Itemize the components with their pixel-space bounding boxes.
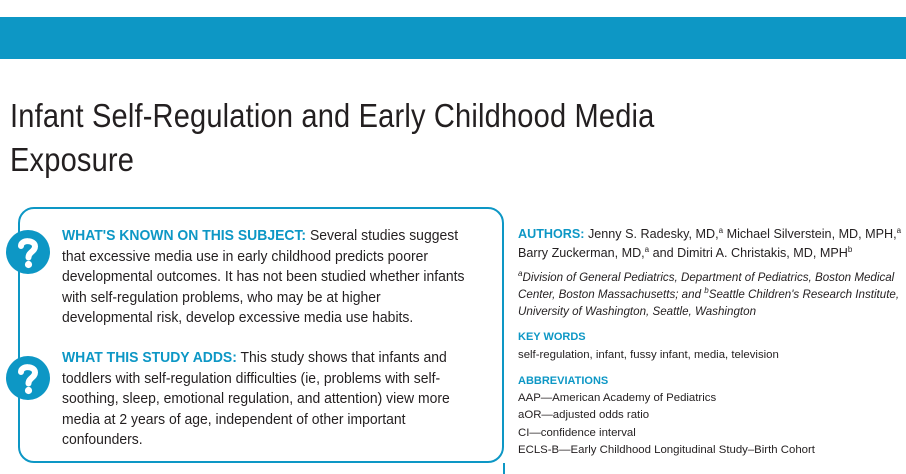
- keywords-text: self-regulation, infant, fussy infant, media, television: [518, 349, 779, 361]
- article-sidebar: [518, 225, 906, 460]
- abbreviations-heading: ABBREVIATIONS: [518, 375, 609, 387]
- affiliation-text: Division of General Pediatrics, Department of Pediatrics, Boston Medical Center, Boston Massachusetts; and: [518, 271, 895, 301]
- study-adds-text: This study shows that infants and toddlers with self-regulation difficulties (ie, problems with self-soothing, sleep, emotional regulation, and attention) view more media at 2 years of age, independent of other important confounders.: [62, 349, 450, 448]
- author-affiliation-mark: b: [847, 244, 853, 254]
- question-icon: [6, 230, 50, 274]
- affiliation-text: Seattle Children's Research Institute, University of Washington, Seattle, Washington: [518, 288, 900, 318]
- affiliations: [518, 269, 906, 320]
- question-icon: [6, 356, 50, 400]
- whats-known-heading: WHAT'S KNOWN ON THIS SUBJECT:: [62, 227, 307, 244]
- header-band: [0, 17, 906, 59]
- abbreviation-item: aOR—adjusted odds ratio: [518, 409, 650, 422]
- abbreviation-item: AAP—American Academy of Pediatrics: [518, 392, 717, 404]
- keywords-heading: KEY WORDS: [518, 331, 586, 343]
- author-affiliation-mark: a: [896, 225, 902, 235]
- abbreviations-list: [518, 390, 906, 460]
- author-affiliation-mark: a: [644, 244, 650, 254]
- abbreviation-item: CI—confidence interval: [518, 426, 636, 439]
- affiliation-mark: a: [518, 269, 523, 279]
- column-divider: [503, 463, 505, 474]
- authors-label: AUTHORS:: [518, 227, 585, 241]
- study-adds-heading: WHAT THIS STUDY ADDS:: [62, 349, 237, 366]
- author-name: and Dimitri A. Christakis, MD, MPH: [652, 246, 848, 260]
- author-name: Barry Zuckerman, MD,: [518, 246, 645, 260]
- author-name: Jenny S. Radesky, MD,: [587, 227, 719, 241]
- author-name: Michael Silverstein, MD, MPH,: [726, 227, 897, 241]
- whats-known-text: Several studies suggest that excessive media use in early childhood predicts poorer developmental outcomes. It has not been studied whether infants with self-regulation problems, who may be at higher developmental risk, develop excessive media use habits.: [62, 227, 465, 326]
- whats-known-paragraph: [62, 226, 471, 329]
- authors-list: [518, 225, 906, 263]
- article-title: Infant Self-Regulation and Early Childhood Media Exposure: [10, 97, 655, 178]
- abbreviation-item: ECLS-B—Early Childhood Longitudinal Study–Birth Cohort: [518, 444, 815, 457]
- study-adds-paragraph: [62, 348, 471, 451]
- author-affiliation-mark: a: [718, 225, 724, 235]
- affiliation-mark: b: [704, 286, 709, 296]
